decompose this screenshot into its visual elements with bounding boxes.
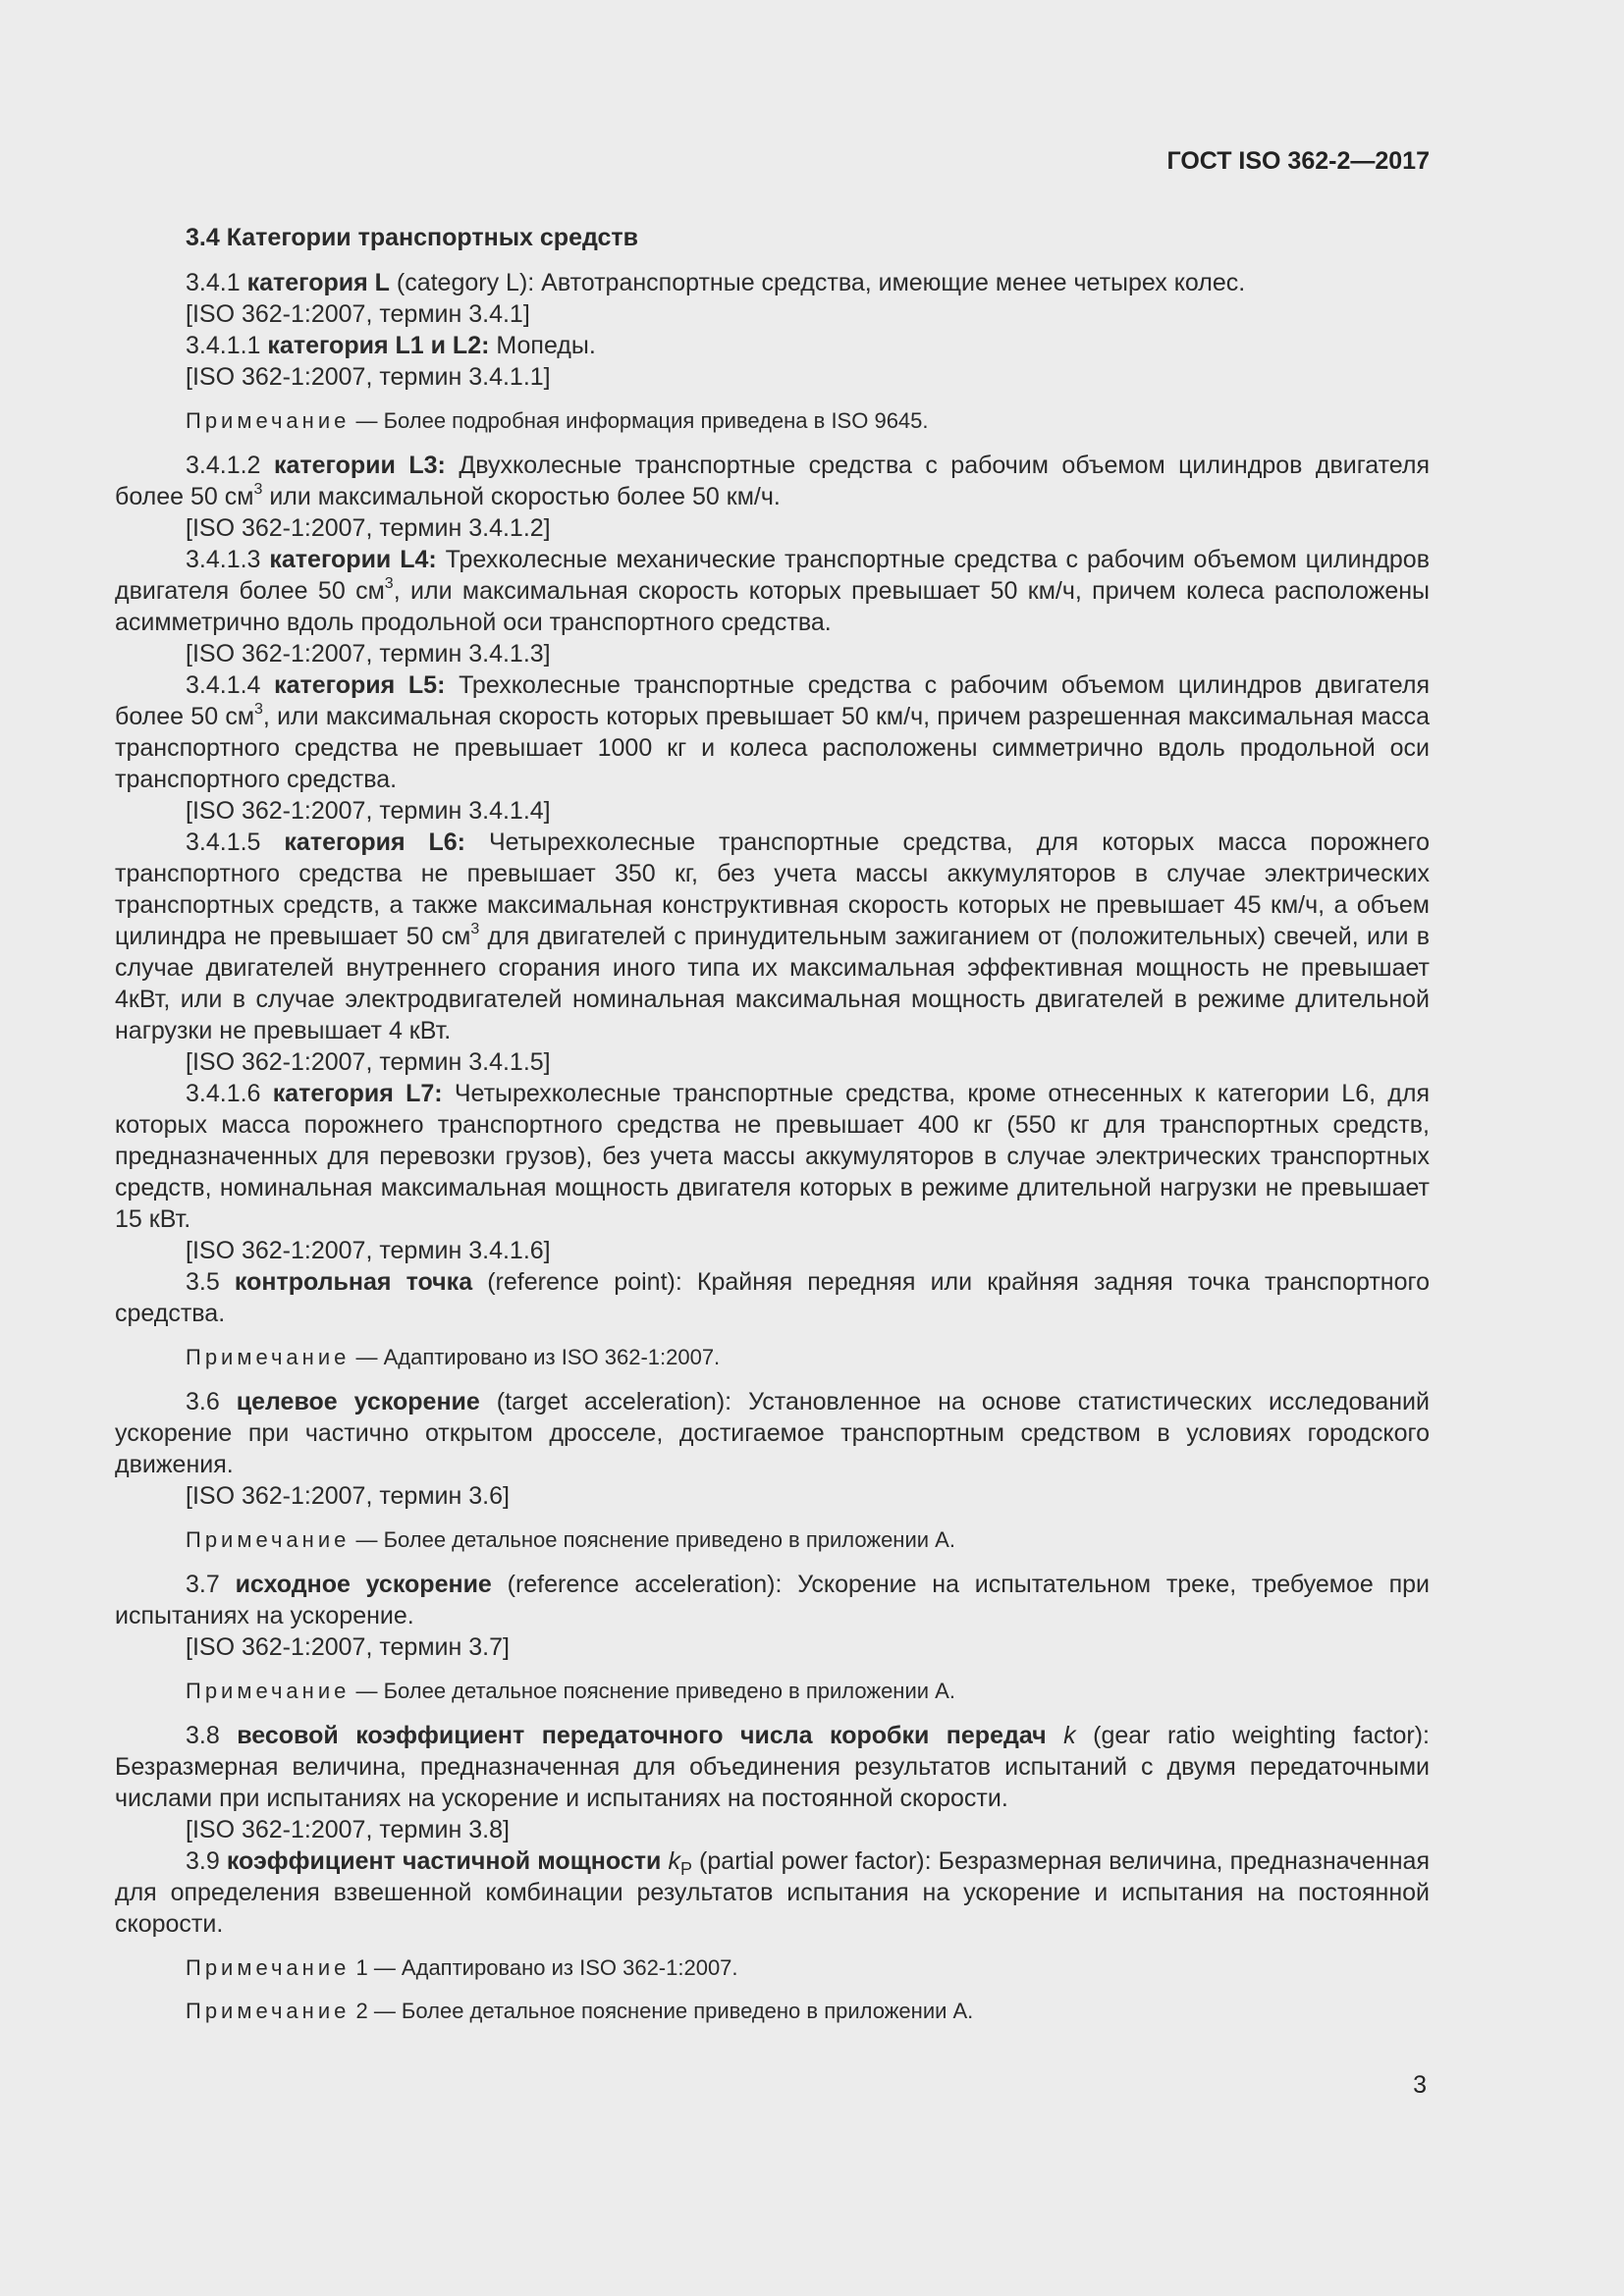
term-reference: [ISO 362-1:2007, термин 3.8]: [186, 1816, 510, 1843]
superscript: 3: [253, 480, 263, 498]
note-label: Примечание: [186, 408, 351, 433]
superscript: 3: [384, 574, 394, 592]
term-symbol: k: [668, 1847, 680, 1875]
note-text: — Более детальное пояснение приведено в приложении А.: [367, 1999, 974, 2023]
clause-number: 3.4.1.6: [186, 1080, 261, 1107]
section-heading-3-4: 3.4 Категории транспортных средств: [186, 224, 639, 251]
term-reference: [ISO 362-1:2007, термин 3.4.1.2]: [186, 514, 551, 542]
term-name: весовой коэффициент передаточного числа коробки передач: [237, 1722, 1047, 1749]
term-name: категория L6:: [284, 828, 465, 856]
term-3-4-1-2: [115, 450, 1430, 512]
term-definition-cont: для двигателей с принудительным зажиганием от (положительных) свечей, или в случае двигателей внутреннего сгорания иного типа их максимальная эффективная мощность не превышает 4кВт, или в случае электродвигателей номинальная максимальная мощность двигателей в режиме длительной нагрузки не превышает 4 кВт.: [115, 923, 1431, 1044]
note-label: Примечание: [186, 1955, 351, 1980]
clause-number: 3.5: [186, 1268, 220, 1296]
document-code: ГОСТ ISO 362-2—2017: [1166, 147, 1430, 175]
term-english: (partial power factor):: [691, 1847, 939, 1875]
term-3-6: [115, 1386, 1430, 1480]
note-label: Примечание: [186, 1679, 351, 1703]
clause-number: 3.4.1.4: [186, 671, 261, 699]
document-body: [115, 222, 1430, 2040]
term-name: категория L1 и L2:: [267, 332, 490, 359]
term-name: категория L: [246, 269, 390, 296]
term-name: категории L3:: [273, 452, 446, 479]
superscript: 3: [254, 700, 263, 718]
term-symbol: k: [1063, 1722, 1076, 1749]
clause-number: 3.7: [186, 1571, 220, 1598]
term-definition: Трехколесные транспортные средства с рабочим объемом цилиндров двигателя более 50 см: [115, 671, 1430, 730]
note-text: — Более детальное пояснение приведено в приложении А.: [350, 1527, 955, 1552]
term-name: категории L4:: [269, 546, 437, 573]
term-3-4-1-1: [115, 330, 1430, 361]
term-reference: [ISO 362-1:2007, термин 3.7]: [186, 1633, 510, 1661]
term-3-4-1-4: [115, 669, 1430, 795]
clause-number: 3.9: [186, 1847, 220, 1875]
term-name: исходное ускорение: [235, 1571, 492, 1598]
term-3-4-1-3: [115, 544, 1430, 638]
term-definition-cont: , или максимальная скорость которых превышает 50 км/ч, причем колеса расположены асимметрично вдоль продольной оси транспортного средства.: [115, 577, 1430, 636]
clause-number: 3.8: [186, 1722, 220, 1749]
term-3-4-1-5: [115, 827, 1430, 1046]
term-3-4-1-6: [115, 1078, 1430, 1235]
note: [115, 1997, 1430, 2026]
term-english: (target acceleration):: [479, 1388, 749, 1415]
term-definition: Установленное на основе статистических исследований ускорение при частично открытом дросселе, достигаемое транспортным средством в условиях городского движения.: [115, 1388, 1430, 1478]
term-reference: [ISO 362-1:2007, термин 3.4.1.6]: [186, 1237, 551, 1264]
term-definition: Автотранспортные средства, имеющие менее четырех колес.: [541, 269, 1246, 296]
note: [115, 406, 1430, 436]
term-name: контрольная точка: [234, 1268, 473, 1296]
clause-number: 3.6: [186, 1388, 220, 1415]
note-text: — Более подробная информация приведена в ISO 9645.: [350, 408, 929, 433]
term-name: коэффициент частичной мощности: [226, 1847, 662, 1875]
term-english: (reference point):: [472, 1268, 697, 1296]
symbol-subscript: P: [679, 1859, 692, 1879]
note-label: Примечание: [186, 1999, 351, 2023]
clause-number: 3.4.1: [186, 269, 241, 296]
term-name: целевое ускорение: [236, 1388, 480, 1415]
term-definition-cont: или максимальной скоростью более 50 км/ч.: [262, 483, 781, 510]
term-reference: [ISO 362-1:2007, термин 3.4.1.1]: [186, 363, 551, 391]
term-reference: [ISO 362-1:2007, термин 3.4.1.4]: [186, 797, 551, 825]
term-definition-cont: , или максимальная скорость которых превышает 50 км/ч, причем разрешенная максимальная масса транспортного средства не превышает 1000 кг и колеса расположены симметрично вдоль продольной оси транспортного средства.: [115, 703, 1430, 793]
note-text: — Адаптировано из ISO 362-1:2007.: [367, 1955, 738, 1980]
term-3-9: [115, 1845, 1430, 1940]
term-definition: Ускорение на испытательном треке, требуемое при испытаниях на ускорение.: [115, 1571, 1430, 1629]
term-3-7: [115, 1569, 1430, 1631]
term-reference: [ISO 362-1:2007, термин 3.6]: [186, 1482, 510, 1510]
superscript: 3: [470, 920, 480, 937]
term-definition: Четырехколесные транспортные средства, кроме отнесенных к категории L6, для которых масса порожнего транспортного средства не превышает 400 кг (550 кг для транспортных средств, предназначенных для перевозки грузов), без учета массы аккумуляторов в случае электрических транспортных средств, номинальная максимальная мощность двигателя которых в режиме длительной нагрузки не превышает 15 кВт.: [115, 1080, 1431, 1233]
term-reference: [ISO 362-1:2007, термин 3.4.1]: [186, 300, 530, 328]
note-number: 1: [350, 1955, 368, 1980]
note-text: — Более детальное пояснение приведено в приложении А.: [350, 1679, 955, 1703]
term-3-5: [115, 1266, 1430, 1329]
clause-number: 3.4.1.1: [186, 332, 261, 359]
term-3-4-1: [115, 267, 1430, 298]
note: [115, 1953, 1430, 1983]
term-reference: [ISO 362-1:2007, термин 3.4.1.5]: [186, 1048, 551, 1076]
term-3-8: [115, 1720, 1430, 1814]
term-definition: Мопеды.: [496, 332, 596, 359]
page-number: 3: [1413, 2071, 1427, 2099]
note: [115, 1677, 1430, 1706]
term-definition: Безразмерная величина, предназначенная для объединения результатов испытаний с двумя передаточными числами при испытаниях на ускорение и испытаниях на постоянной скорости.: [115, 1753, 1430, 1812]
term-definition: Безразмерная величина, предназначенная для определения взвешенной комбинации результатов испытания на ускорение и испытания на постоянной скорости.: [115, 1847, 1430, 1938]
term-english: (gear ratio weighting factor):: [1075, 1722, 1430, 1749]
term-reference: [ISO 362-1:2007, термин 3.4.1.3]: [186, 640, 551, 667]
term-name: категория L5:: [274, 671, 446, 699]
term-english: (reference acceleration):: [491, 1571, 798, 1598]
note-label: Примечание: [186, 1345, 351, 1369]
note: [115, 1343, 1430, 1372]
note-number: 2: [350, 1999, 368, 2023]
clause-number: 3.4.1.5: [186, 828, 261, 856]
term-definition: Четырехколесные транспортные средства, для которых масса порожнего транспортного средства не превышает 350 кг, без учета массы аккумуляторов в случае электрических транспортных средств, а также максимальная конструктивная скорость которых не превышает 45 км/ч, а объем цилиндра не превышает 50 см: [115, 828, 1430, 950]
note-label: Примечание: [186, 1527, 351, 1552]
note: [115, 1525, 1430, 1555]
term-definition: Крайняя передняя или крайняя задняя точка транспортного средства.: [115, 1268, 1430, 1327]
clause-number: 3.4.1.2: [186, 452, 261, 479]
note-text: — Адаптировано из ISO 362-1:2007.: [350, 1345, 721, 1369]
term-definition: Трехколесные механические транспортные средства с рабочим объемом цилиндров двигателя более 50 см: [115, 546, 1430, 605]
clause-number: 3.4.1.3: [186, 546, 261, 573]
term-english: (category L):: [389, 269, 542, 296]
term-definition: Двухколесные транспортные средства с рабочим объемом цилиндров двигателя более 50 см: [115, 452, 1431, 510]
term-name: категория L7:: [272, 1080, 443, 1107]
